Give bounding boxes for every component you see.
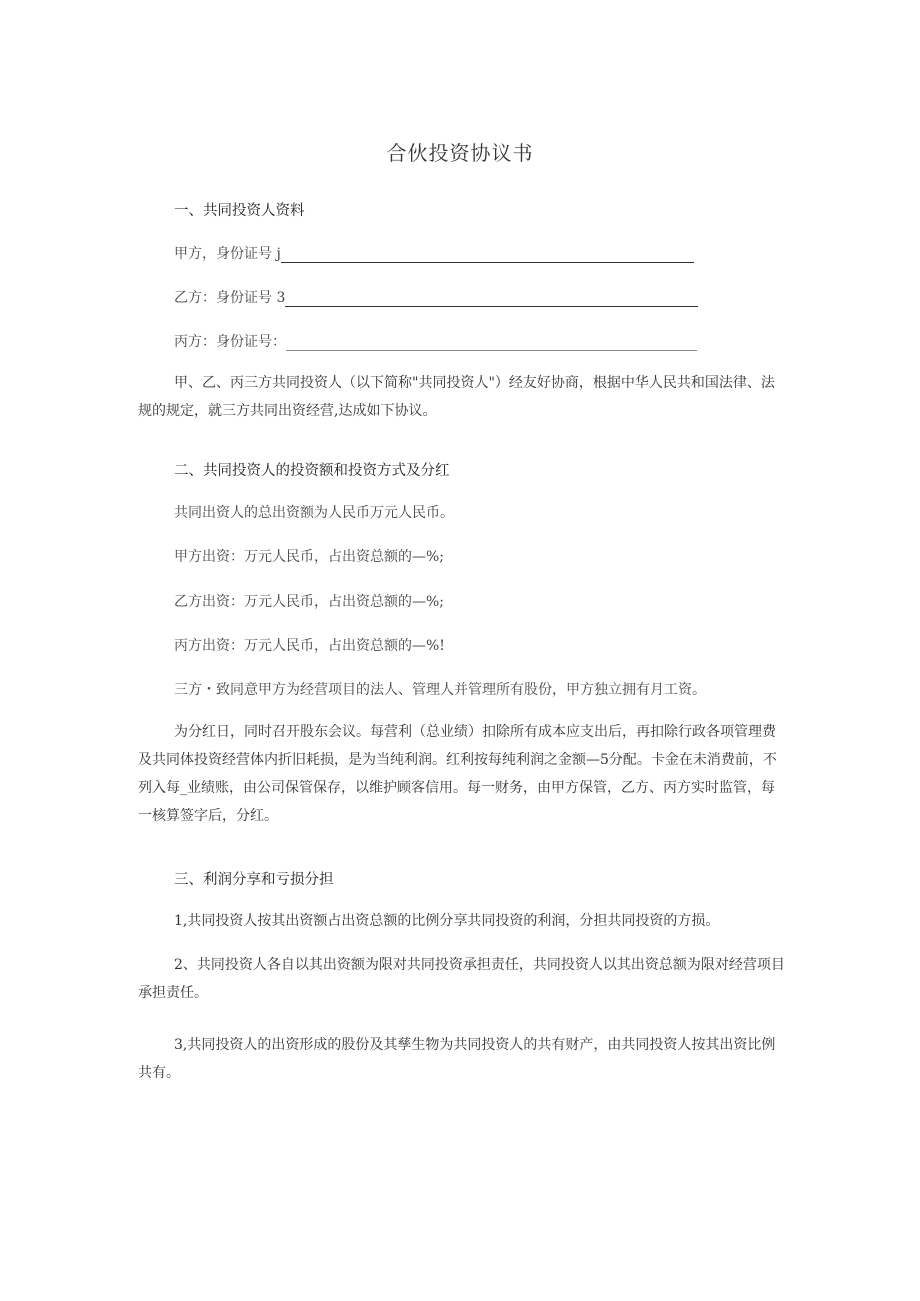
party-a-id-line [174, 243, 694, 263]
profit-item-3: 3,共同投资人的出资形成的股份及其孳生物为共同投资人的共有财产，由共同投资人按其出资比例共有。 [138, 1037, 776, 1081]
section3-heading: 三、利润分享和亏损分担 [174, 872, 334, 888]
party-b-id-line [174, 287, 698, 307]
party-a-id-blank [281, 248, 694, 263]
profit-item-2: 2、共同投资人各自以其出资额为限对共同投资承担责任，共同投资人以其出资总额为限对经营项目承担责任。 [138, 957, 785, 1001]
party-a-label: 甲方，身份证号 j [174, 246, 281, 262]
profit-item-1: 1,共同投资人按其出资额占出资总额的比例分享共同投资的利润，分担共同投资的方损。 [174, 913, 720, 929]
document-title: 合伙投资协议书 [386, 141, 534, 165]
intro-paragraph: 甲、乙、丙三方共同投资人（以下简称"共同投资人"）经友好协商，根据中华人民共和国法律、法规的规定，就三方共同出资经营,达成如下协议。 [138, 375, 775, 419]
party-c-label: 丙方：身份证号： [174, 334, 286, 350]
party-c-id-line [174, 331, 697, 351]
section2-heading: 二、共同投资人的投资额和投资方式及分红 [174, 463, 450, 479]
party-c-share-line: 丙方出资：万元人民币，占出资总额的—%! [174, 638, 445, 654]
party-c-id-blank [286, 336, 697, 351]
party-b-label: 乙方：身份证号 3 [174, 290, 286, 306]
party-a-share-line: 甲方出资：万元人民币，占出资总额的—%; [174, 549, 445, 565]
party-b-id-blank [285, 292, 698, 307]
party-b-share-line: 乙方出资：万元人民币，占出资总额的—%; [174, 594, 445, 610]
consent-line: 三方・致同意甲方为经营项目的法人、管理人并管理所有股份，甲方独立拥有月工资。 [174, 682, 706, 698]
total-investment-line: 共同出资人的总出资额为人民币万元人民币。 [174, 505, 454, 521]
section1-heading: 一、共同投资人资料 [174, 203, 305, 219]
dividend-paragraph: 为分红日，同时召开股东会议。每营利（总业绩）扣除所有成本应支出后，再扣除行政各项管理费及共同体投资经营体内折旧耗损，是为当纯利润。红利按每纯利润之金额—5分配。卡金在未消费前，不列入每_业绩账，由公司保管保存，以维护顾客信用。每一财务，由甲方保管，乙方、丙方实时监管，每一核算签字后，分红。 [138, 724, 777, 824]
